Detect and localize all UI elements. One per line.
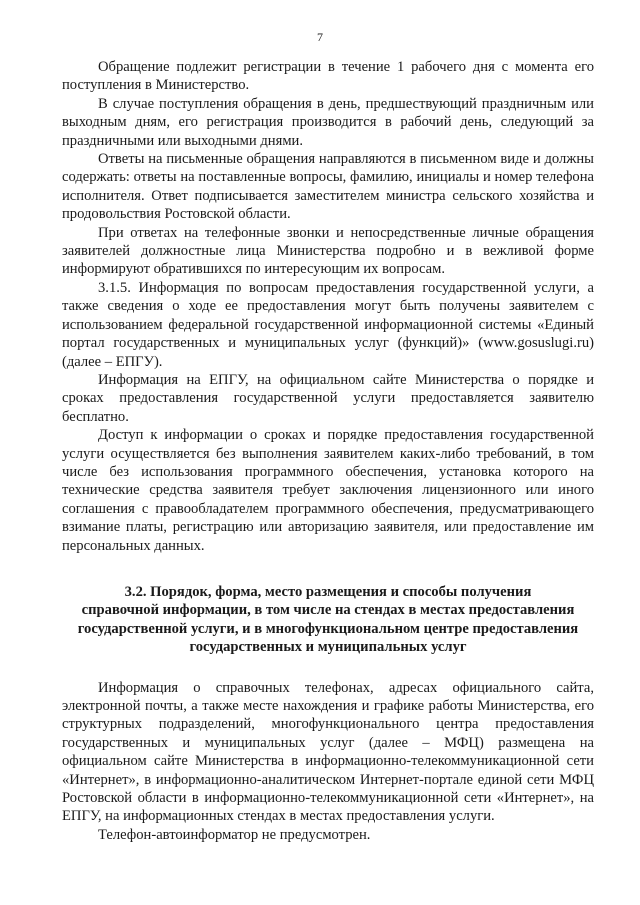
heading-line: справочной информации, в том числе на стендах в местах предоставления: [81, 602, 575, 619]
paragraph: Ответы на письменные обращения направляются в письменном виде и должны содержать: ответы на поставленные вопросы, фамилию, инициалы и номер телефона исполнителя. Ответ подписывается заместителем министра сельского хозяйства и продовольствия Ростовской области.: [62, 151, 594, 223]
paragraph: В случае поступления обращения в день, предшествующий праздничным или выходным дням, его регистрация производится в рабочий день, следующий за праздничными или выходными днями.: [62, 95, 594, 149]
section-heading: [62, 583, 594, 657]
paragraph: Доступ к информации о сроках и порядке предоставления государственной услуги осуществляется без выполнения заявителем каких-либо требований, в том числе без использования программного обеспечения, установка которого на технические средства заявителя требует заключения лицензионного или иного соглашения с правообладателем программного обеспечения, предусматривающего взимание платы, регистрацию или авторизацию заявителя, или предоставление им персональных данных.: [62, 427, 594, 554]
heading-line: государственных и муниципальных услуг: [189, 639, 467, 656]
document-body: [62, 58, 594, 844]
heading-line: 3.2. Порядок, форма, место размещения и способы получения: [124, 583, 532, 600]
page-number: 7: [317, 30, 323, 44]
heading-line: государственной услуги, и в многофункциональном центре предоставления: [77, 620, 579, 637]
paragraph: Телефон-автоинформатор не предусмотрен.: [98, 826, 371, 843]
paragraph: Информация на ЕПГУ, на официальном сайте Министерства о порядке и сроках предоставления государственной услуги предоставляется заявителю бесплатно.: [62, 371, 594, 425]
paragraph: При ответах на телефонные звонки и непосредственные личные обращения заявителей должностные лица Министерства подробно и в вежливой форме информируют обратившихся по интересующим их вопросам.: [62, 224, 594, 278]
paragraph: Обращение подлежит регистрации в течение 1 рабочего дня с момента его поступления в Министерство.: [62, 59, 594, 94]
paragraph: Информация о справочных телефонах, адресах официального сайта, электронной почты, а также месте нахождения и графике работы Министерства, его структурных подразделений, многофункционального центра предоставления государственных и муниципальных услуг (далее – МФЦ) размещена на официальном сайте Министерства в информационно-телекоммуникационной сети «Интернет», в информационно-аналитическом Интернет-портале единой сети МФЦ Ростовской области в информационно-телекоммуникационной сети «Интернет», на ЕПГУ, на информационных стендах в местах предоставления услуги.: [62, 679, 594, 825]
paragraph: 3.1.5. Информация по вопросам предоставления государственной услуги, а также сведения о ходе ее предоставления могут быть получены заявителем с использованием федеральной государственной информационной системы «Единый портал государственных и муниципальных услуг (функций)» (www.gosuslugi.ru) (далее – ЕПГУ).: [62, 279, 594, 370]
